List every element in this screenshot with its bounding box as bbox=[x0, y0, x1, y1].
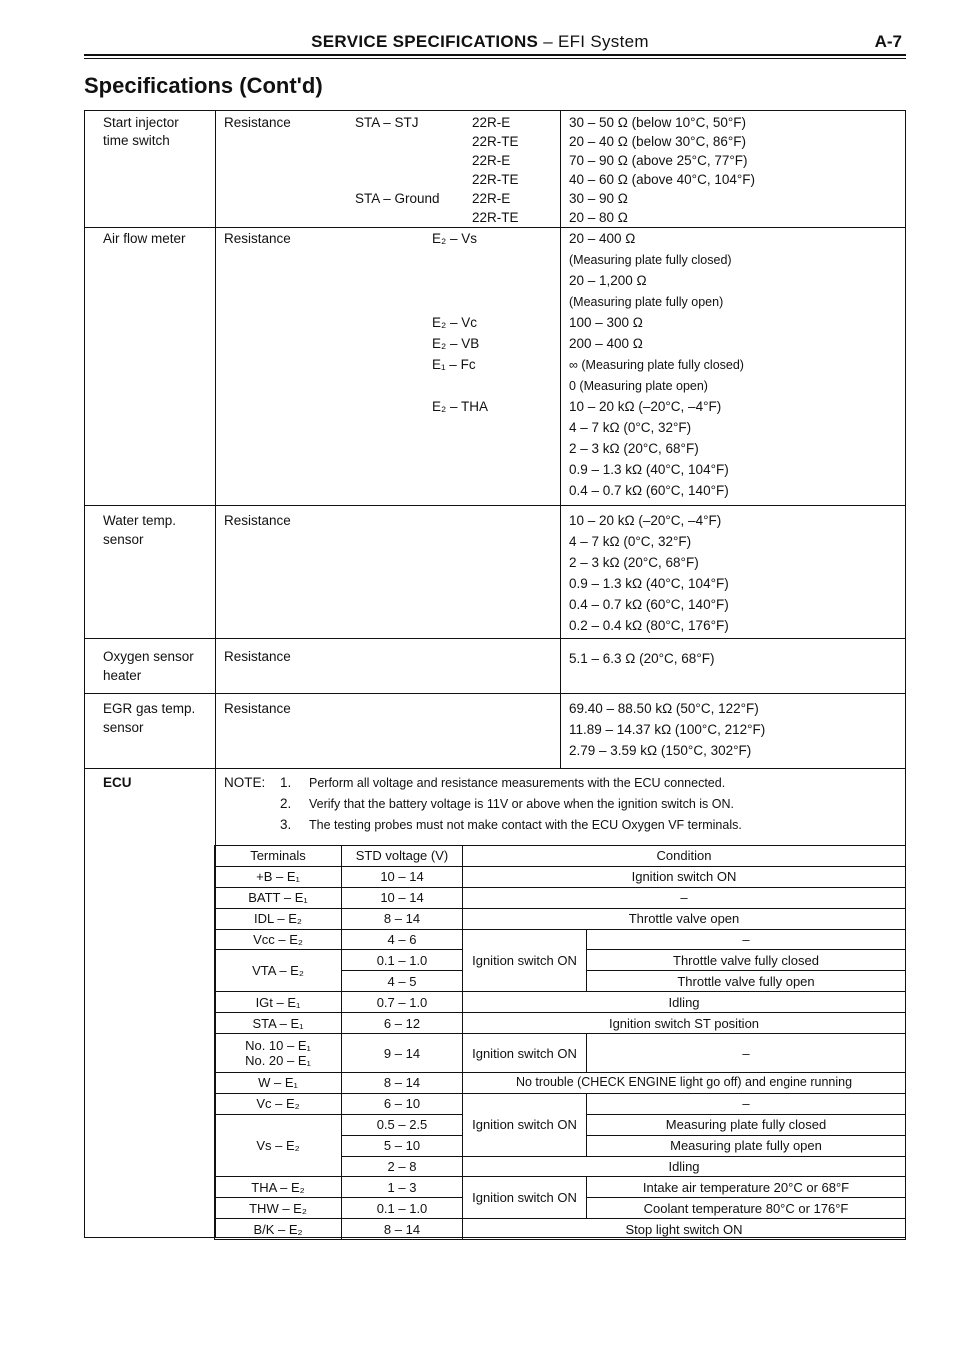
condition-cell: Throttle valve fully open bbox=[587, 971, 906, 992]
start-injector-value-3: 70 – 90 Ω (above 25°C, 77°F) bbox=[569, 153, 748, 168]
header-title-bold: SERVICE SPECIFICATIONS bbox=[311, 32, 539, 51]
egr-value-3: 2.79 – 3.59 kΩ (150°C, 302°F) bbox=[569, 743, 752, 758]
condition-cell: Measuring plate fully closed bbox=[587, 1114, 906, 1135]
egr-value-1: 69.40 – 88.50 kΩ (50°C, 122°F) bbox=[569, 701, 759, 716]
water-temp-value-4: 0.9 – 1.3 kΩ (40°C, 104°F) bbox=[569, 576, 729, 591]
air-flow-meter-name: Air flow meter bbox=[103, 231, 186, 246]
start-injector-name-2: time switch bbox=[103, 133, 170, 148]
table-row bbox=[215, 1013, 906, 1034]
table-header-row bbox=[215, 846, 906, 867]
start-injector-model-4: 22R-TE bbox=[472, 172, 519, 187]
terminal-cell: +B – E₁ bbox=[215, 866, 342, 887]
terminal-cell bbox=[215, 1034, 342, 1073]
condition-cell: Idling bbox=[463, 1156, 906, 1177]
oxygen-item: Resistance bbox=[224, 649, 291, 664]
condition-cell: No trouble (CHECK ENGINE light go off) and engine running bbox=[463, 1073, 906, 1094]
voltage-cell: 5 – 10 bbox=[342, 1135, 463, 1156]
table-row bbox=[215, 1219, 906, 1240]
row-divider-3 bbox=[85, 638, 905, 639]
table-row bbox=[215, 1073, 906, 1094]
table-row bbox=[215, 908, 906, 929]
voltage-cell: 0.7 – 1.0 bbox=[342, 992, 463, 1013]
air-flow-value-9: 10 – 20 kΩ (–20°C, –4°F) bbox=[569, 399, 722, 414]
air-flow-value-4: (Measuring plate fully open) bbox=[569, 295, 724, 309]
voltage-cell: 9 – 14 bbox=[342, 1034, 463, 1073]
ecu-note-num-2: 2. bbox=[280, 796, 292, 811]
air-flow-value-2: (Measuring plate fully closed) bbox=[569, 253, 732, 267]
voltage-cell: 0.1 – 1.0 bbox=[342, 950, 463, 971]
condition-cell: Stop light switch ON bbox=[463, 1219, 906, 1240]
ecu-note-label: NOTE: bbox=[224, 775, 266, 790]
air-flow-value-10: 4 – 7 kΩ (0°C, 32°F) bbox=[569, 420, 692, 435]
ignition-on-cell: Ignition switch ON bbox=[463, 929, 587, 992]
voltage-cell: 4 – 5 bbox=[342, 971, 463, 992]
air-flow-value-5: 100 – 300 Ω bbox=[569, 315, 643, 330]
air-flow-value-1: 20 – 400 Ω bbox=[569, 231, 636, 246]
table-row bbox=[215, 929, 906, 950]
terminal-cell: B/K – E₂ bbox=[215, 1219, 342, 1240]
air-flow-value-7: ∞ (Measuring plate fully closed) bbox=[569, 358, 744, 372]
terminal-cell: Vc – E₂ bbox=[215, 1093, 342, 1114]
air-flow-value-6: 200 – 400 Ω bbox=[569, 336, 643, 351]
start-injector-item: Resistance bbox=[224, 115, 291, 130]
condition-cell: – bbox=[463, 887, 906, 908]
ignition-on-cell: Ignition switch ON bbox=[463, 1034, 587, 1073]
condition-cell: – bbox=[587, 1034, 906, 1073]
egr-name-1: EGR gas temp. bbox=[103, 701, 196, 716]
air-flow-terminal-fc: E₁ – Fc bbox=[432, 357, 476, 372]
start-injector-value-1: 30 – 50 Ω (below 10°C, 50°F) bbox=[569, 115, 746, 130]
ecu-note-num-1: 1. bbox=[280, 775, 292, 790]
ecu-terminal-table bbox=[214, 845, 906, 1240]
header-terminals: Terminals bbox=[215, 846, 342, 867]
voltage-cell: 10 – 14 bbox=[342, 866, 463, 887]
air-flow-terminal-vc: E₂ – Vc bbox=[432, 315, 478, 330]
start-injector-name-1: Start injector bbox=[103, 115, 179, 130]
voltage-cell: 8 – 14 bbox=[342, 1073, 463, 1094]
air-flow-value-13: 0.4 – 0.7 kΩ (60°C, 140°F) bbox=[569, 483, 729, 498]
condition-cell: Coolant temperature 80°C or 176°F bbox=[587, 1198, 906, 1219]
ecu-note-num-3: 3. bbox=[280, 817, 292, 832]
start-injector-value-4: 40 – 60 Ω (above 40°C, 104°F) bbox=[569, 172, 755, 187]
ecu-name: ECU bbox=[103, 775, 132, 790]
table-row bbox=[215, 1093, 906, 1114]
air-flow-value-12: 0.9 – 1.3 kΩ (40°C, 104°F) bbox=[569, 462, 729, 477]
start-injector-value-6: 20 – 80 Ω bbox=[569, 210, 628, 225]
terminal-cell: VTA – E₂ bbox=[215, 950, 342, 992]
start-injector-model-5: 22R-E bbox=[472, 191, 511, 206]
condition-cell: Measuring plate fully open bbox=[587, 1135, 906, 1156]
terminal-cell: Vcc – E₂ bbox=[215, 929, 342, 950]
voltage-cell: 0.5 – 2.5 bbox=[342, 1114, 463, 1135]
voltage-cell: 6 – 10 bbox=[342, 1093, 463, 1114]
terminal-no20: No. 20 – E₁ bbox=[245, 1053, 311, 1069]
voltage-cell: 8 – 14 bbox=[342, 908, 463, 929]
table-row bbox=[215, 992, 906, 1013]
ecu-note-text-2: Verify that the battery voltage is 11V or above when the ignition switch is ON. bbox=[309, 797, 734, 811]
start-injector-value-5: 30 – 90 Ω bbox=[569, 191, 628, 206]
egr-name-2: sensor bbox=[103, 720, 144, 735]
water-temp-value-1: 10 – 20 kΩ (–20°C, –4°F) bbox=[569, 513, 722, 528]
start-injector-value-2: 20 – 40 Ω (below 30°C, 86°F) bbox=[569, 134, 746, 149]
start-injector-model-2: 22R-TE bbox=[472, 134, 519, 149]
egr-value-2: 11.89 – 14.37 kΩ (100°C, 212°F) bbox=[569, 722, 766, 737]
terminal-cell: BATT – E₁ bbox=[215, 887, 342, 908]
start-injector-terminal-1: STA – STJ bbox=[355, 115, 419, 130]
air-flow-value-11: 2 – 3 kΩ (20°C, 68°F) bbox=[569, 441, 699, 456]
condition-cell: Idling bbox=[463, 992, 906, 1013]
voltage-cell: 10 – 14 bbox=[342, 887, 463, 908]
start-injector-terminal-2: STA – Ground bbox=[355, 191, 440, 206]
table-row bbox=[215, 866, 906, 887]
col-divider-2 bbox=[560, 111, 561, 768]
ecu-note-text-1: Perform all voltage and resistance measurements with the ECU connected. bbox=[309, 776, 726, 790]
condition-cell: Intake air temperature 20°C or 68°F bbox=[587, 1177, 906, 1198]
condition-cell: – bbox=[587, 1093, 906, 1114]
air-flow-terminal-tha: E₂ – THA bbox=[432, 399, 489, 414]
water-temp-item: Resistance bbox=[224, 513, 291, 528]
water-temp-name-1: Water temp. bbox=[103, 513, 177, 528]
water-temp-value-2: 4 – 7 kΩ (0°C, 32°F) bbox=[569, 534, 692, 549]
table-row bbox=[215, 1177, 906, 1198]
water-temp-name-2: sensor bbox=[103, 532, 144, 547]
condition-cell: Ignition switch ON bbox=[463, 866, 906, 887]
air-flow-value-8: 0 (Measuring plate open) bbox=[569, 379, 708, 393]
oxygen-name-2: heater bbox=[103, 668, 142, 683]
start-injector-model-3: 22R-E bbox=[472, 153, 511, 168]
table-row bbox=[215, 887, 906, 908]
terminal-cell: THW – E₂ bbox=[215, 1198, 342, 1219]
terminal-cell: W – E₁ bbox=[215, 1073, 342, 1094]
page-header-title bbox=[0, 32, 960, 52]
water-temp-value-5: 0.4 – 0.7 kΩ (60°C, 140°F) bbox=[569, 597, 729, 612]
terminal-no10: No. 10 – E₁ bbox=[245, 1038, 311, 1054]
oxygen-name-1: Oxygen sensor bbox=[103, 649, 194, 664]
voltage-cell: 1 – 3 bbox=[342, 1177, 463, 1198]
voltage-cell: 4 – 6 bbox=[342, 929, 463, 950]
terminal-cell: THA – E₂ bbox=[215, 1177, 342, 1198]
condition-cell: – bbox=[587, 929, 906, 950]
air-flow-terminal-vb: E₂ – VB bbox=[432, 336, 480, 351]
voltage-cell: 0.1 – 1.0 bbox=[342, 1198, 463, 1219]
air-flow-value-3: 20 – 1,200 Ω bbox=[569, 273, 647, 288]
row-divider-2 bbox=[85, 505, 905, 506]
water-temp-value-6: 0.2 – 0.4 kΩ (80°C, 176°F) bbox=[569, 618, 729, 633]
condition-cell: Throttle valve fully closed bbox=[587, 950, 906, 971]
condition-cell: Throttle valve open bbox=[463, 908, 906, 929]
condition-cell: Ignition switch ST position bbox=[463, 1013, 906, 1034]
header-condition: Condition bbox=[463, 846, 906, 867]
voltage-cell: 8 – 14 bbox=[342, 1219, 463, 1240]
terminal-cell: IGt – E₁ bbox=[215, 992, 342, 1013]
page-number: A-7 bbox=[874, 32, 902, 51]
voltage-cell: 2 – 8 bbox=[342, 1156, 463, 1177]
air-flow-meter-item: Resistance bbox=[224, 231, 291, 246]
start-injector-model-1: 22R-E bbox=[472, 115, 511, 130]
ignition-on-cell: Ignition switch ON bbox=[463, 1177, 587, 1219]
water-temp-value-3: 2 – 3 kΩ (20°C, 68°F) bbox=[569, 555, 699, 570]
col-divider-1 bbox=[215, 111, 216, 846]
row-divider-5 bbox=[85, 768, 905, 769]
ignition-on-cell: Ignition switch ON bbox=[463, 1093, 587, 1156]
header-title-rest: – EFI System bbox=[538, 32, 649, 51]
ecu-note-text-3: The testing probes must not make contact with the ECU Oxygen VF terminals. bbox=[309, 818, 742, 832]
terminal-cell: STA – E₁ bbox=[215, 1013, 342, 1034]
row-divider-4 bbox=[85, 693, 905, 694]
start-injector-model-6: 22R-TE bbox=[472, 210, 519, 225]
section-title: Specifications (Cont'd) bbox=[84, 73, 323, 98]
terminal-cell: Vs – E₂ bbox=[215, 1114, 342, 1177]
oxygen-value: 5.1 – 6.3 Ω (20°C, 68°F) bbox=[569, 651, 715, 666]
header-voltage: STD voltage (V) bbox=[342, 846, 463, 867]
air-flow-terminal-vs: E₂ – Vs bbox=[432, 231, 478, 246]
egr-item: Resistance bbox=[224, 701, 291, 716]
header-rule bbox=[84, 54, 906, 56]
voltage-cell: 6 – 12 bbox=[342, 1013, 463, 1034]
table-row bbox=[215, 1034, 906, 1073]
terminal-cell: IDL – E₂ bbox=[215, 908, 342, 929]
header-rule-thin bbox=[84, 58, 906, 59]
